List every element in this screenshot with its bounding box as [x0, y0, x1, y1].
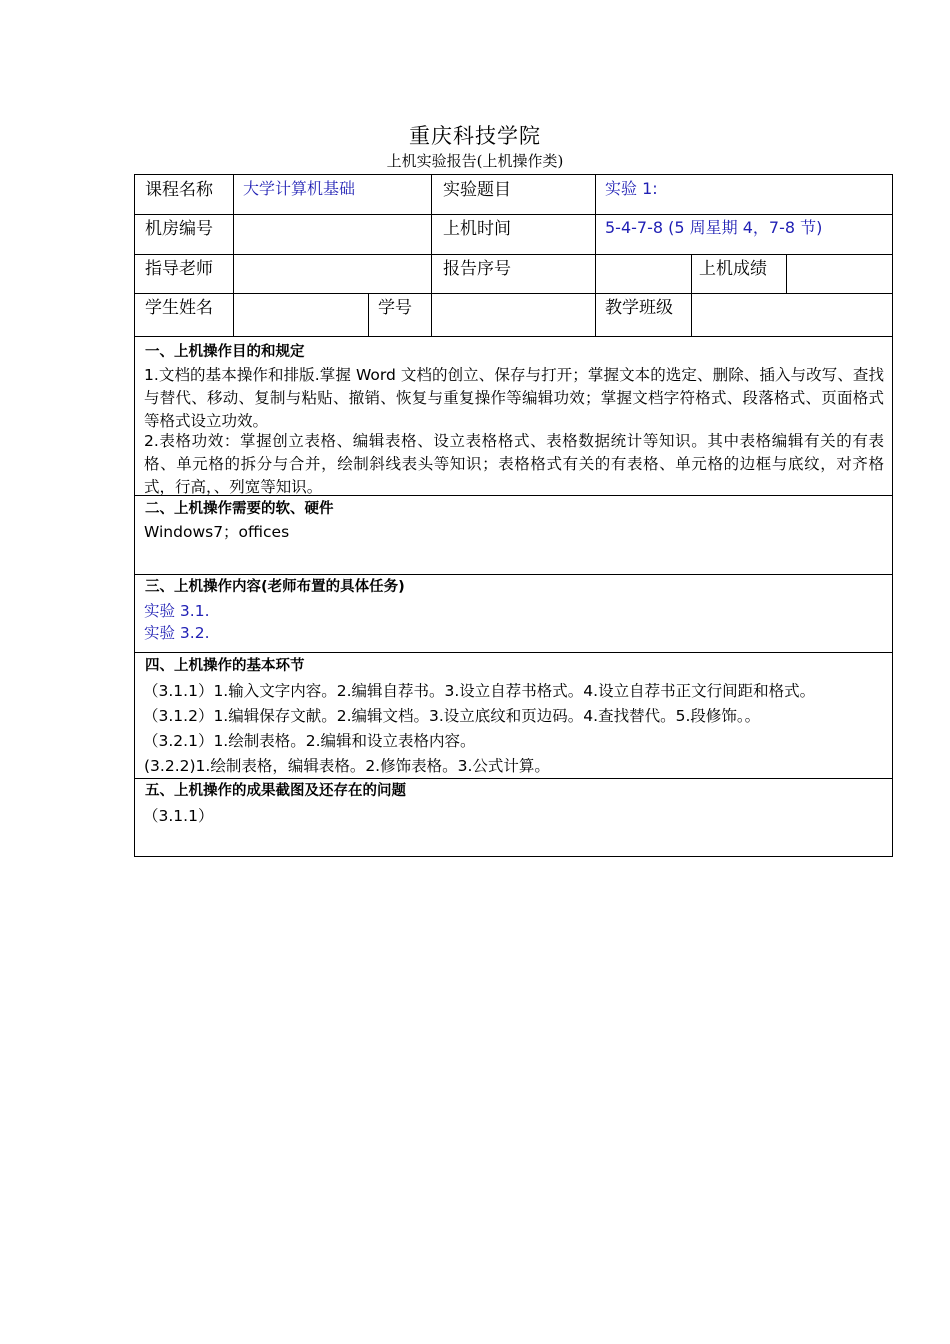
- teacher-label: 指导老师: [145, 259, 213, 279]
- row-divider: [135, 214, 892, 215]
- column-divider: [368, 293, 369, 336]
- class-label: 教学班级: [605, 298, 673, 318]
- column-divider: [595, 175, 596, 336]
- grade-label: 上机成绩: [699, 259, 767, 279]
- row-divider: [135, 293, 892, 294]
- row-divider: [135, 254, 892, 255]
- step-line: （3.2.1）1.绘制表格。2.编辑和设立表格内容。: [143, 732, 476, 750]
- task-item: 实验 3.2.: [144, 624, 210, 642]
- section-divider: [135, 778, 892, 779]
- lab-time-value: 5-4-7-8 (5 周星期 4，7-8 节): [605, 218, 823, 237]
- lab-time-label: 上机时间: [443, 219, 511, 239]
- section-heading: 三、上机操作内容(老师布置的具体任务): [145, 579, 405, 595]
- student-name-label: 学生姓名: [145, 298, 213, 318]
- step-line: （3.1.2）1.编辑保存文献。2.编辑文档。3.设立底纹和页边码。4.查找替代。5.段修饰。。: [143, 707, 761, 725]
- room-number-label: 机房编号: [145, 219, 213, 239]
- section-heading: 一、上机操作目的和规定: [145, 344, 305, 360]
- section-heading: 二、上机操作需要的软、硬件: [145, 501, 334, 517]
- report-table: [134, 174, 893, 857]
- section-paragraph: 2.表格功效：掌握创立表格、编辑表格、设立表格格式、表格数据统计等知识。其中表格编辑有关的有表格、单元格的拆分与合并，绘制斜线表头等知识；表格格式有关的有表格、单元格的边框与底纹，对齐格式，行高，、列宽等知识。: [144, 432, 884, 496]
- column-divider: [431, 175, 432, 336]
- column-divider: [691, 293, 692, 336]
- section-heading: 五、上机操作的成果截图及还存在的问题: [145, 783, 406, 799]
- topic-label: 实验题目: [443, 180, 511, 200]
- course-name-value: 大学计算机基础: [243, 179, 356, 198]
- column-divider: [233, 175, 234, 336]
- section-paragraph: 1.文档的基本操作和排版.掌握 Word 文档的创立、保存与打开；掌握文本的选定、删除、插入与改写、查找与替代、移动、复制与粘贴、撤销、恢复与重复操作等编辑功效；掌握文档字符格式、段落格式、页面格式等格式设立功效。: [144, 366, 884, 430]
- column-divider: [786, 254, 787, 293]
- course-name-label: 课程名称: [145, 180, 213, 200]
- section-divider: [135, 652, 892, 653]
- student-id-label: 学号: [378, 298, 412, 318]
- document-title: 重庆科技学院: [409, 124, 541, 148]
- task-item: 实验 3.1.: [144, 602, 210, 620]
- step-line: （3.1.1）1.输入文字内容。2.编辑自荐书。3.设立自荐书格式。4.设立自荐书正文行间距和格式。: [143, 682, 816, 700]
- column-divider: [691, 254, 692, 293]
- topic-value: 实验 1:: [605, 179, 658, 198]
- section-divider: [135, 574, 892, 575]
- result-line: （3.1.1）: [143, 807, 214, 825]
- document-subtitle: 上机实验报告(上机操作类): [386, 152, 564, 170]
- software-text: Windows7；offices: [144, 523, 290, 541]
- report-number-label: 报告序号: [443, 259, 511, 279]
- section-heading: 四、上机操作的基本环节: [145, 658, 305, 674]
- row-divider: [135, 336, 892, 337]
- step-line: (3.2.2)1.绘制表格，编辑表格。2.修饰表格。3.公式计算。: [144, 757, 550, 775]
